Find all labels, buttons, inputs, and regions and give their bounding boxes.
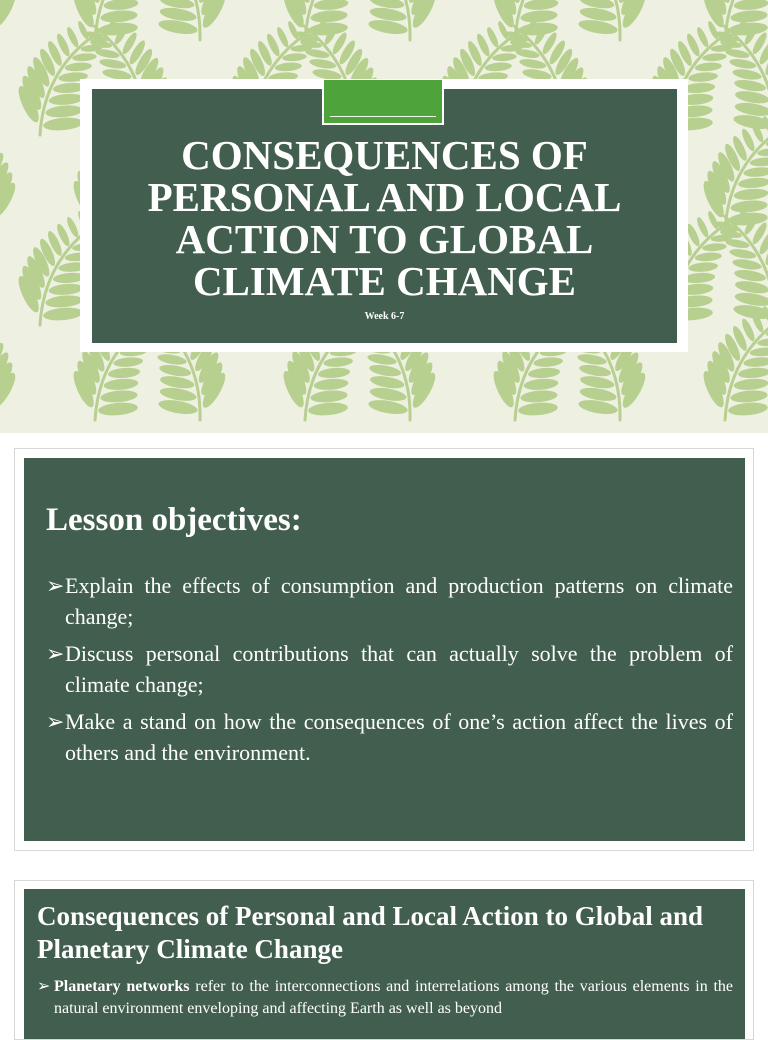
objective-text: Explain the effects of consumption and production patterns on climate change; (65, 573, 733, 629)
objectives-panel (24, 458, 745, 841)
objectives-list (46, 570, 733, 774)
title-frame (80, 79, 688, 352)
title-panel (92, 89, 677, 343)
slide-subtitle: Week 6-7 (92, 311, 677, 322)
title-tab-accent (322, 80, 444, 125)
slide-title: CONSEQUENCES OF PERSONAL AND LOCAL ACTION TO GLOBAL CLIMATE CHANGE (122, 134, 647, 302)
arrow-bullet-icon: ➢ (46, 638, 65, 669)
content-heading: Consequences of Personal and Local Action to Global and Planetary Climate Change (37, 900, 735, 966)
title-tab-line (330, 116, 436, 117)
objective-text: Make a stand on how the consequences of one’s action affect the lives of others and the environment. (65, 709, 733, 765)
arrow-bullet-icon: ➢ (46, 706, 65, 737)
definition-text: refer to the interconnections and interrelations among the various elements in the natural environment enveloping and affecting Earth as well as beyond (54, 978, 733, 1017)
content-slide (14, 880, 754, 1040)
title-slide (0, 0, 768, 433)
list-item (46, 638, 733, 700)
objective-text: Discuss personal contributions that can actually solve the problem of climate change; (65, 641, 733, 697)
arrow-bullet-icon: ➢ (46, 570, 65, 601)
term-text: Planetary networks (54, 978, 190, 995)
list-item (46, 570, 733, 632)
objectives-slide (14, 448, 754, 851)
objectives-heading: Lesson objectives: (46, 500, 302, 540)
list-item (46, 706, 733, 768)
content-panel (24, 889, 745, 1039)
arrow-bullet-icon: ➢ (37, 976, 54, 998)
content-paragraph (37, 976, 733, 1020)
